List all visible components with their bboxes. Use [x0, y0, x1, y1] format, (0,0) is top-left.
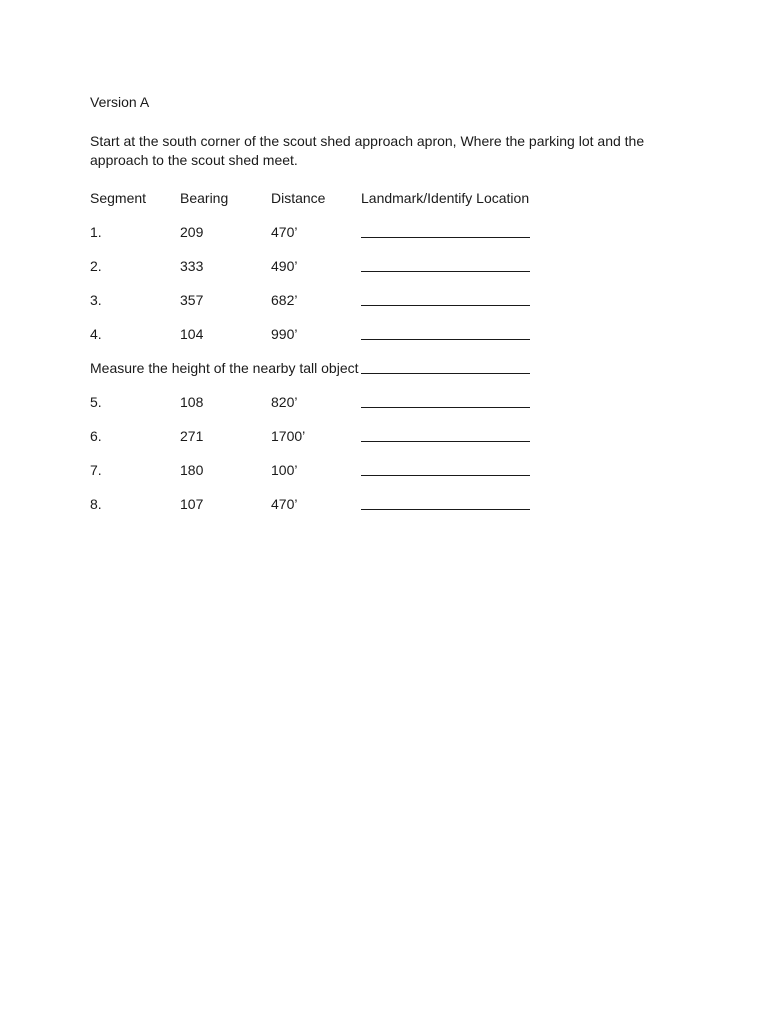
header-distance: Distance [271, 190, 326, 206]
segment-number: 3. [90, 292, 102, 308]
bearing-value: 357 [180, 292, 204, 308]
segment-number: 4. [90, 326, 102, 342]
landmark-blank[interactable] [361, 294, 530, 306]
distance-value: 990’ [271, 326, 298, 342]
table-row [90, 393, 550, 411]
distance-value: 820’ [271, 394, 298, 410]
intro-line-1: Start at the south corner of the scout shed approach apron, Where the parking lot and the [90, 133, 645, 149]
distance-value: 490’ [271, 258, 298, 274]
segment-number: 5. [90, 394, 102, 410]
bearing-value: 271 [180, 428, 204, 444]
segment-number: 7. [90, 462, 102, 478]
distance-value: 100’ [271, 462, 298, 478]
landmark-blank[interactable] [361, 464, 530, 476]
bearing-value: 108 [180, 394, 204, 410]
table-row [90, 427, 550, 445]
header-segment: Segment [90, 190, 147, 206]
distance-value: 470’ [271, 224, 298, 240]
bearing-value: 333 [180, 258, 204, 274]
distance-value: 1700’ [271, 428, 306, 444]
table-row [90, 461, 550, 479]
bearing-value: 107 [180, 496, 204, 512]
segment-number: 2. [90, 258, 102, 274]
table-row [90, 257, 550, 275]
segment-number: 6. [90, 428, 102, 444]
segment-number: 8. [90, 496, 102, 512]
measure-row [90, 359, 550, 377]
landmark-blank[interactable] [361, 396, 530, 408]
landmark-blank[interactable] [361, 328, 530, 340]
intro-line-2: approach to the scout shed meet. [90, 152, 298, 168]
document-title: Version A [90, 94, 150, 110]
landmark-blank[interactable] [361, 260, 530, 272]
landmark-blank[interactable] [361, 498, 530, 510]
table-row [90, 223, 550, 241]
landmark-blank[interactable] [361, 226, 530, 238]
distance-value: 682’ [271, 292, 298, 308]
header-landmark: Landmark/Identify Location [361, 190, 530, 206]
bearing-value: 180 [180, 462, 204, 478]
intro-text [90, 132, 690, 170]
landmark-blank[interactable] [361, 430, 530, 442]
bearing-value: 209 [180, 224, 204, 240]
distance-value: 470’ [271, 496, 298, 512]
table-header [90, 189, 550, 207]
table-row [90, 495, 550, 513]
bearing-value: 104 [180, 326, 204, 342]
segment-number: 1. [90, 224, 102, 240]
measure-blank[interactable] [361, 362, 530, 374]
table-row [90, 325, 550, 343]
measure-label: Measure the height of the nearby tall object [90, 360, 359, 376]
table-row [90, 291, 550, 309]
header-bearing: Bearing [180, 190, 229, 206]
